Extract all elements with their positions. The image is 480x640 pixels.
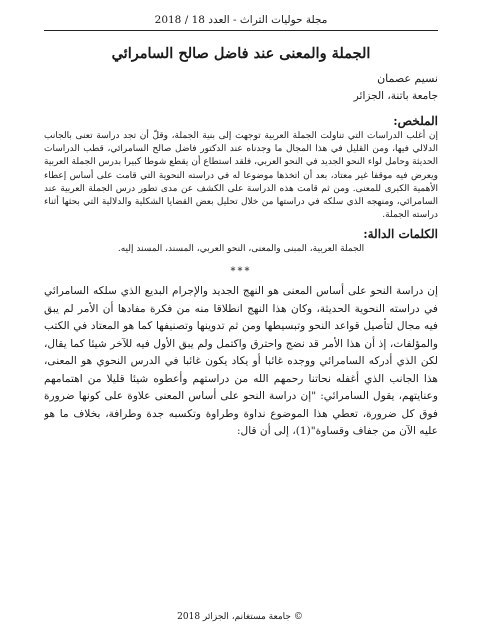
running-header: مجلة حوليات التراث - العدد 18 / 2018 bbox=[44, 14, 438, 31]
running-footer: © جامعة مستغانم، الجزائر 2018 bbox=[177, 612, 303, 622]
author-name: نسيم عصمان bbox=[377, 72, 438, 85]
keywords-section bbox=[44, 227, 438, 256]
author-affiliation: جامعة باتنة، الجزائر bbox=[353, 90, 438, 102]
section-separator: *** bbox=[230, 266, 252, 278]
paper-title: الجملة والمعنى عند فاضل صالح السامرائي bbox=[111, 45, 371, 62]
abstract-section bbox=[44, 114, 438, 222]
abstract-text: إن أغلب الدراسات التي تناولت الجملة العربية توجهت إلى بنية الجملة، وقلّ أن تجد دراسة تعنى بالجانب الدلالي فيها، ومن القليل في هذا المجال ما وجدناه عند الدكتور فاضل صالح السامرائي، قطب الدراسات الحديثة وحامل لواء النحو الجديد في النحو العربي، فلقد استطاع أن يقطع شوطا كبيرا بدرس الجملة العربية ويعرض فيه موقفا غير معتاد، بعد أن اتخذها موضوعا له في دراسته النحوية التي قامت على أساس إعطاء الأهمية الكبرى للمعنى. ومن ثم قامت هذه الدراسة على الكشف عن مدى تطور درس الجملة العربية عند السامرائي، ومنهجه الذي سلكه في دراستها من خلال تحليل بعض القضايا الشكلية والدلالية التي بحثها أثناء دراسته الجملة. bbox=[44, 131, 438, 221]
keywords-heading: الكلمات الدالة: bbox=[363, 227, 438, 242]
body-paragraph: إن دراسة النحو على أساس المعنى هو النهج الجديد والإجرام البديع الذي سلكه السامرائي في دراسته النحوية الحديثة، وكان هذا النهج انطلاقا منه من فكرة مفادها أن الأمر لم يبق فيه مجال لتأصيل قواعد النحو وتبسيطها ومن ثم تدوينها وتصنيفها كما هو المعتاد في الكتب والمؤلفات، إذ أن هذا الأمر قد نضج واحترق واكتمل ولم يبق الأول فيه للآخر شيئا كما يقال، لكن الذي أدركه السامرائي ووجده غائبا أو يكاد يكون غائبا في الدرس النحوي هو المعنى، هذا الجانب الذي أغفله نحاتنا رحمهم الله من دراستهم وأعطوه شيئا قليلا من اهتمامهم وعنايتهم، يقول السامرائي: "إن دراسة النحو على أساس المعنى علاوة على كونها ضرورة فوق كل ضرورة، تعطي هذا الموضوع نداوة وطراوة وتكسبه جدة وطرافة، بخلاف ما هو عليه الآن من جفاف وقساوة"(1)، إلى أن قال: bbox=[44, 285, 438, 438]
abstract-heading: الملخص: bbox=[393, 114, 438, 128]
keywords-text: الجملة العربية، المبنى والمعنى، النحو العربي، المسند، المسند إليه. bbox=[117, 244, 365, 255]
